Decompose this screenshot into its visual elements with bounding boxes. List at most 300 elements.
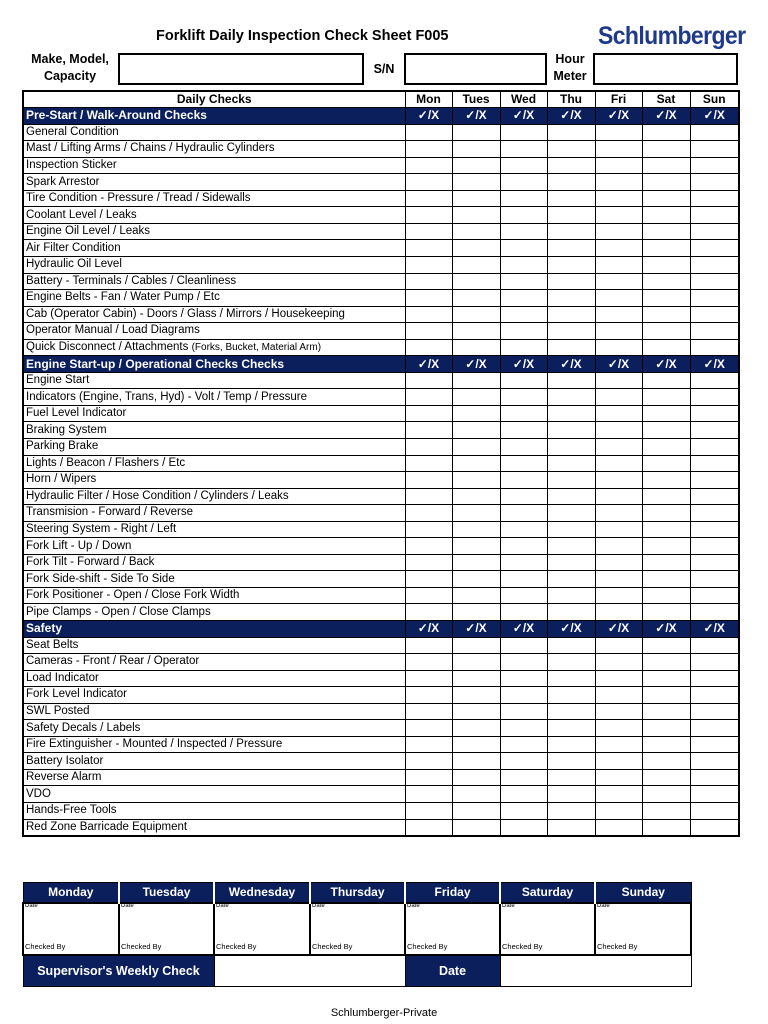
check-cell[interactable] [500,190,547,207]
check-cell[interactable] [547,687,595,704]
check-cell[interactable] [642,323,690,340]
check-cell[interactable] [452,687,500,704]
check-cell[interactable] [405,256,452,273]
check-cell[interactable] [595,124,642,141]
check-cell[interactable] [500,803,547,820]
check-cell[interactable] [500,207,547,224]
check-cell[interactable] [595,637,642,654]
check-cell[interactable] [452,323,500,340]
check-cell[interactable] [500,670,547,687]
check-cell[interactable] [500,687,547,704]
check-cell[interactable] [405,124,452,141]
check-cell[interactable] [690,736,739,753]
check-cell[interactable] [642,190,690,207]
check-cell[interactable] [547,256,595,273]
check-cell[interactable] [690,472,739,489]
check-cell[interactable] [500,654,547,671]
check-item-row [23,157,739,174]
check-cell[interactable] [642,736,690,753]
check-cell[interactable] [405,703,452,720]
check-cell[interactable] [547,290,595,307]
check-cell[interactable] [595,769,642,786]
check-cell[interactable] [405,273,452,290]
check-cell[interactable] [452,521,500,538]
check-cell[interactable] [595,207,642,224]
check-cell[interactable] [595,339,642,356]
check-cell[interactable] [500,124,547,141]
check-cell[interactable] [642,505,690,522]
hour-meter-field[interactable] [593,53,738,85]
check-cell[interactable] [405,174,452,191]
check-cell[interactable] [547,587,595,604]
check-cell[interactable] [500,554,547,571]
check-cell[interactable] [595,538,642,555]
check-cell[interactable] [690,521,739,538]
check-cell[interactable] [405,190,452,207]
check-cell[interactable] [405,538,452,555]
check-cell[interactable] [595,405,642,422]
check-cell[interactable] [642,819,690,836]
check-cell[interactable] [690,339,739,356]
check-cell[interactable] [642,438,690,455]
check-cell[interactable] [405,803,452,820]
check-cell[interactable] [690,323,739,340]
check-cell[interactable] [405,455,452,472]
check-cell[interactable] [547,637,595,654]
check-cell[interactable] [500,786,547,803]
check-cell[interactable] [405,819,452,836]
check-cell[interactable] [642,604,690,621]
check-cell[interactable] [500,240,547,257]
check-cell[interactable] [500,604,547,621]
check-cell[interactable] [690,256,739,273]
check-cell[interactable] [405,786,452,803]
check-cell[interactable] [690,554,739,571]
check-cell[interactable] [595,505,642,522]
daily-signoff-box[interactable] [310,903,405,955]
check-cell[interactable] [642,207,690,224]
check-cell[interactable] [642,670,690,687]
check-cell[interactable] [547,571,595,588]
check-cell[interactable] [642,256,690,273]
check-cell[interactable] [547,240,595,257]
check-cell[interactable] [642,654,690,671]
check-cell[interactable] [595,803,642,820]
check-cell[interactable] [405,339,452,356]
check-cell[interactable] [547,819,595,836]
check-cell[interactable] [547,455,595,472]
supervisor-signature-field[interactable] [214,955,405,986]
daily-signoff-box[interactable] [214,903,310,955]
check-cell[interactable] [690,687,739,704]
check-cell[interactable] [405,554,452,571]
check-cell[interactable] [595,438,642,455]
check-cell[interactable] [452,372,500,389]
check-cell[interactable] [405,157,452,174]
check-cell[interactable] [452,207,500,224]
check-cell[interactable] [642,157,690,174]
check-cell[interactable] [642,372,690,389]
check-cell[interactable] [690,190,739,207]
check-cell[interactable] [595,290,642,307]
check-cell[interactable] [452,488,500,505]
check-cell[interactable] [500,372,547,389]
check-cell[interactable] [452,604,500,621]
check-cell[interactable] [500,256,547,273]
check-cell[interactable] [642,538,690,555]
check-cell[interactable] [405,372,452,389]
check-cell[interactable] [452,554,500,571]
check-cell[interactable] [547,157,595,174]
check-cell[interactable] [500,720,547,737]
check-cell[interactable] [547,174,595,191]
check-cell[interactable] [690,174,739,191]
check-cell[interactable] [595,604,642,621]
check-cell[interactable] [547,720,595,737]
check-cell[interactable] [642,455,690,472]
check-cell[interactable] [547,505,595,522]
check-cell[interactable] [642,174,690,191]
check-cell[interactable] [690,438,739,455]
check-cell[interactable] [500,472,547,489]
check-cell[interactable] [547,703,595,720]
check-cell[interactable] [452,538,500,555]
check-cell[interactable] [500,488,547,505]
check-cell[interactable] [642,339,690,356]
daily-signoff-box[interactable] [595,903,691,955]
check-cell[interactable] [452,240,500,257]
check-cell[interactable] [547,405,595,422]
check-cell[interactable] [690,604,739,621]
check-cell[interactable] [595,786,642,803]
check-cell[interactable] [595,323,642,340]
check-cell[interactable] [547,654,595,671]
check-cell[interactable] [642,124,690,141]
check-cell[interactable] [595,687,642,704]
check-cell[interactable] [547,604,595,621]
check-cell[interactable] [595,472,642,489]
check-cell[interactable] [642,240,690,257]
check-cell[interactable] [595,455,642,472]
check-cell[interactable] [595,141,642,158]
check-cell[interactable] [595,670,642,687]
check-cell[interactable] [595,306,642,323]
check-cell[interactable] [690,720,739,737]
check-cell[interactable] [595,488,642,505]
check-cell[interactable] [595,571,642,588]
check-cell[interactable] [500,521,547,538]
check-cell[interactable] [405,604,452,621]
check-cell[interactable] [405,290,452,307]
check-cell[interactable] [452,753,500,770]
check-cell[interactable] [452,389,500,406]
check-cell[interactable] [642,720,690,737]
check-cell[interactable] [690,637,739,654]
check-cell[interactable] [405,505,452,522]
check-cell[interactable] [690,124,739,141]
check-cell[interactable] [405,422,452,439]
check-cell[interactable] [405,438,452,455]
check-cell[interactable] [690,455,739,472]
check-cell[interactable] [642,637,690,654]
check-cell[interactable] [547,422,595,439]
check-cell[interactable] [452,223,500,240]
check-cell[interactable] [405,687,452,704]
check-cell[interactable] [500,174,547,191]
check-cell[interactable] [547,803,595,820]
check-cell[interactable] [595,256,642,273]
check-cell[interactable] [595,422,642,439]
check-cell[interactable] [500,703,547,720]
check-cell[interactable] [642,273,690,290]
check-cell[interactable] [547,389,595,406]
check-cell[interactable] [642,803,690,820]
check-cell[interactable] [452,736,500,753]
check-cell[interactable] [452,405,500,422]
check-cell[interactable] [642,306,690,323]
check-cell[interactable] [500,339,547,356]
check-cell[interactable] [452,571,500,588]
check-cell[interactable] [452,703,500,720]
check-cell[interactable] [690,670,739,687]
check-cell[interactable] [690,753,739,770]
check-cell[interactable] [642,521,690,538]
check-cell[interactable] [500,141,547,158]
daily-signoff-box[interactable] [23,903,119,955]
check-cell[interactable] [452,786,500,803]
check-cell[interactable] [642,786,690,803]
supervisor-date-field[interactable] [500,955,691,986]
check-cell[interactable] [547,736,595,753]
check-cell[interactable] [690,769,739,786]
check-cell[interactable] [452,157,500,174]
check-cell[interactable] [547,273,595,290]
check-cell[interactable] [452,455,500,472]
check-cell[interactable] [595,223,642,240]
check-cell[interactable] [452,670,500,687]
check-cell[interactable] [642,290,690,307]
check-cell[interactable] [405,521,452,538]
check-cell[interactable] [500,273,547,290]
check-cell[interactable] [452,273,500,290]
check-cell[interactable] [500,290,547,307]
daily-signoff-box[interactable] [405,903,500,955]
check-cell[interactable] [452,819,500,836]
check-cell[interactable] [595,240,642,257]
check-cell[interactable] [405,720,452,737]
check-cell[interactable] [642,405,690,422]
check-cell[interactable] [405,571,452,588]
check-cell[interactable] [595,720,642,737]
check-cell[interactable] [452,720,500,737]
check-cell[interactable] [595,273,642,290]
check-cell[interactable] [690,422,739,439]
check-cell[interactable] [500,769,547,786]
check-cell[interactable] [547,438,595,455]
check-cell[interactable] [547,223,595,240]
check-cell[interactable] [642,587,690,604]
check-cell[interactable] [405,637,452,654]
check-cell[interactable] [547,141,595,158]
check-cell[interactable] [547,554,595,571]
check-cell[interactable] [405,736,452,753]
check-cell[interactable] [500,819,547,836]
check-cell[interactable] [595,753,642,770]
check-cell[interactable] [690,654,739,671]
check-cell[interactable] [500,538,547,555]
check-cell[interactable] [642,769,690,786]
check-cell[interactable] [642,554,690,571]
check-cell[interactable] [405,240,452,257]
check-cell[interactable] [690,786,739,803]
check-cell[interactable] [690,819,739,836]
check-cell[interactable] [405,472,452,489]
check-cell[interactable] [500,455,547,472]
check-cell[interactable] [595,372,642,389]
check-cell[interactable] [690,405,739,422]
check-cell[interactable] [690,306,739,323]
check-cell[interactable] [500,223,547,240]
check-cell[interactable] [595,736,642,753]
check-cell[interactable] [690,141,739,158]
check-cell[interactable] [452,472,500,489]
check-cell[interactable] [547,323,595,340]
check-cell[interactable] [690,223,739,240]
check-cell[interactable] [452,290,500,307]
check-cell[interactable] [500,438,547,455]
check-cell[interactable] [642,223,690,240]
check-cell[interactable] [690,571,739,588]
check-cell[interactable] [500,587,547,604]
check-cell[interactable] [690,273,739,290]
check-cell[interactable] [500,637,547,654]
check-cell[interactable] [405,488,452,505]
check-cell[interactable] [642,422,690,439]
check-cell[interactable] [405,207,452,224]
check-cell[interactable] [690,505,739,522]
check-cell[interactable] [452,438,500,455]
check-cell[interactable] [642,753,690,770]
check-cell[interactable] [690,207,739,224]
check-cell[interactable] [547,521,595,538]
check-cell[interactable] [452,190,500,207]
check-cell[interactable] [690,240,739,257]
check-cell[interactable] [452,141,500,158]
check-cell[interactable] [500,389,547,406]
check-cell[interactable] [547,190,595,207]
check-cell[interactable] [405,769,452,786]
check-cell[interactable] [642,703,690,720]
check-cell[interactable] [452,306,500,323]
check-cell[interactable] [595,157,642,174]
check-cell[interactable] [595,654,642,671]
check-cell[interactable] [405,670,452,687]
sn-field[interactable] [404,53,547,85]
check-cell[interactable] [405,587,452,604]
check-cell[interactable] [547,306,595,323]
check-cell[interactable] [547,769,595,786]
check-cell[interactable] [405,323,452,340]
check-cell[interactable] [500,306,547,323]
check-cell[interactable] [547,207,595,224]
check-cell[interactable] [642,472,690,489]
check-cell[interactable] [452,505,500,522]
check-cell[interactable] [642,389,690,406]
check-cell[interactable] [405,654,452,671]
check-cell[interactable] [595,554,642,571]
check-cell[interactable] [452,637,500,654]
check-cell[interactable] [547,339,595,356]
check-cell[interactable] [500,505,547,522]
check-cell[interactable] [452,587,500,604]
check-cell[interactable] [642,571,690,588]
make-model-field[interactable] [118,53,364,85]
check-cell[interactable] [452,339,500,356]
check-cell[interactable] [547,124,595,141]
check-cell[interactable] [500,753,547,770]
check-cell[interactable] [642,141,690,158]
check-cell[interactable] [452,256,500,273]
check-cell[interactable] [452,654,500,671]
check-cell[interactable] [452,124,500,141]
check-cell[interactable] [595,174,642,191]
check-cell[interactable] [452,422,500,439]
check-cell[interactable] [500,157,547,174]
check-cell[interactable] [452,803,500,820]
check-cell[interactable] [547,670,595,687]
check-cell[interactable] [642,488,690,505]
check-cell[interactable] [405,405,452,422]
check-cell[interactable] [690,703,739,720]
check-cell[interactable] [642,687,690,704]
check-cell[interactable] [547,786,595,803]
check-cell[interactable] [405,389,452,406]
check-cell[interactable] [405,141,452,158]
check-cell[interactable] [500,422,547,439]
check-cell[interactable] [595,389,642,406]
check-cell[interactable] [690,488,739,505]
check-cell[interactable] [690,538,739,555]
check-cell[interactable] [405,753,452,770]
check-cell[interactable] [595,190,642,207]
check-cell[interactable] [595,521,642,538]
check-cell[interactable] [547,372,595,389]
check-cell[interactable] [690,587,739,604]
check-cell[interactable] [595,703,642,720]
check-cell[interactable] [405,306,452,323]
check-cell[interactable] [690,372,739,389]
check-cell[interactable] [547,538,595,555]
check-cell[interactable] [547,488,595,505]
check-cell[interactable] [500,405,547,422]
check-cell[interactable] [547,753,595,770]
check-cell[interactable] [690,389,739,406]
check-cell[interactable] [405,223,452,240]
check-cell[interactable] [500,736,547,753]
daily-signoff-box[interactable] [500,903,595,955]
check-cell[interactable] [452,769,500,786]
check-cell[interactable] [595,587,642,604]
check-cell[interactable] [452,174,500,191]
check-cell[interactable] [595,819,642,836]
check-cell[interactable] [547,472,595,489]
check-cell[interactable] [500,323,547,340]
daily-signoff-box[interactable] [119,903,214,955]
check-cell[interactable] [690,290,739,307]
check-cell[interactable] [500,571,547,588]
check-cell[interactable] [690,157,739,174]
check-cell[interactable] [690,803,739,820]
